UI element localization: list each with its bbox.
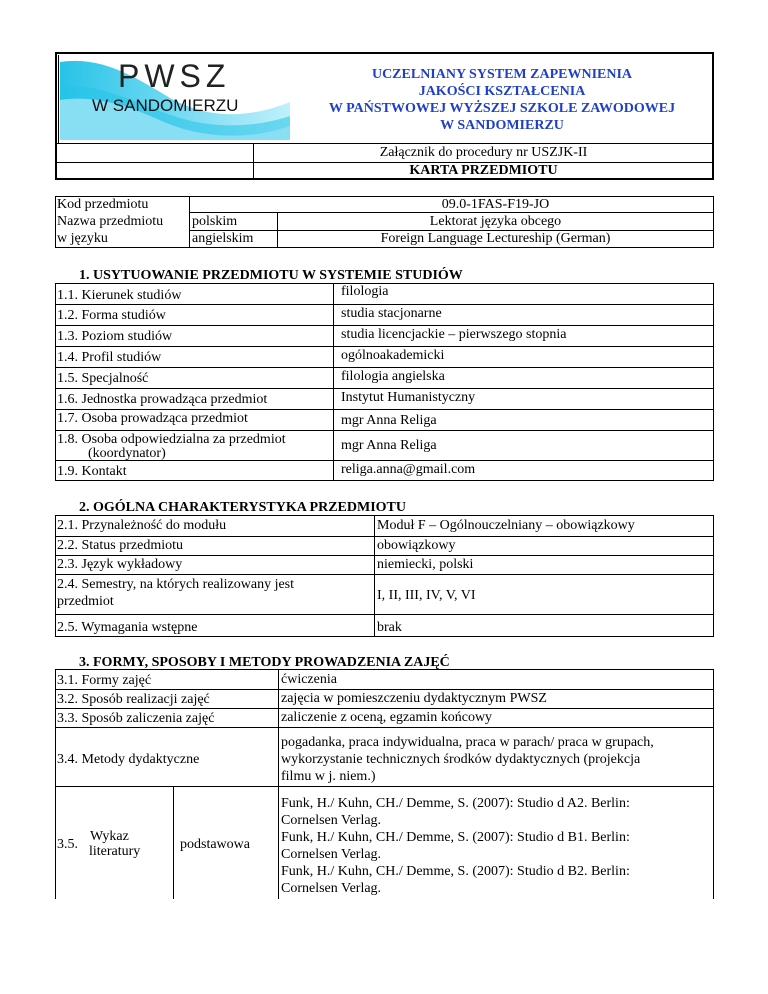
row-1-6-value: Instytut Humanistyczny [341,390,476,405]
row-3-3-value: zaliczenie z oceną, egzamin końcowy [281,710,493,725]
code-label: Kod przedmiotu [57,197,149,212]
row-2-3-label: 2.3. Język wykładowy [57,557,183,572]
logo-pwsz-text: PWSZ [118,58,231,94]
row-2-2-value: obowiązkowy [377,538,456,553]
row-1-6-label: 1.6. Jednostka prowadząca przedmiot [57,392,268,407]
row-1-1-label: 1.1. Kierunek studiów [57,288,182,303]
system-title-1: UCZELNIANY SYSTEM ZAPEWNIENIA [371,67,633,82]
logo-city-text: W SANDOMIERZU [92,96,239,115]
row-2-5-label: 2.5. Wymagania wstępne [57,620,198,635]
row-1-7-label: 1.7. Osoba prowadząca przedmiot [57,411,248,426]
row-3-2-value: zajęcia w pomieszczeniu dydaktycznym PWSZ [281,691,547,706]
row-1-4-label: 1.4. Profil studiów [57,350,162,365]
code-value: 09.0-1FAS-F19-JO [441,197,550,212]
row-1-8-value: mgr Anna Religa [341,438,437,453]
literature-number: 3.5. [57,837,78,852]
row-1-8-label: 1.8. Osoba odpowiedzialna za przedmiot [57,432,286,447]
english-label: angielskim [192,231,254,246]
row-1-9-value: religa.anna@gmail.com [341,462,476,477]
row-1-2-value: studia stacjonarne [341,306,442,321]
methods-line-1: pogadanka, praca indywidualna, praca w parach/ praca w grupach, [281,735,654,750]
row-2-1-label: 2.1. Przynależność do modułu [57,518,227,533]
literature-line-6: Cornelsen Verlag. [281,881,382,896]
system-title-3: W PAŃSTWOWEJ WYŻSZEJ SZKOLE ZAWODOWEJ [328,101,676,116]
system-title-4: W SANDOMIERZU [440,118,564,133]
row-1-2-label: 1.2. Forma studiów [57,308,166,323]
row-3-1-label: 3.1. Formy zajęć [57,673,152,688]
row-1-7-value: mgr Anna Religa [341,413,437,428]
name-label: Nazwa przedmiotu [57,214,164,229]
section-3-title: 3. FORMY, SPOSOBY I METODY PROWADZENIA ZAJĘĆ [79,655,450,670]
row-2-4-label-2: przedmiot [57,594,114,609]
section-1-title: 1. USYTUOWANIE PRZEDMIOTU W SYSTEMIE STUDIÓW [79,268,463,283]
row-1-1-value: filologia [341,284,389,299]
literature-type: podstawowa [180,837,250,852]
row-1-5-value: filologia angielska [341,369,445,384]
english-value: Foreign Language Lectureship (German) [380,231,611,246]
literature-line-5: Funk, H./ Kuhn, CH./ Demme, S. (2007): Studio d B2. Berlin: [281,864,630,879]
row-2-4-value: I, II, III, IV, V, VI [377,588,476,603]
literature-line-2: Cornelsen Verlag. [281,813,382,828]
methods-label: 3.4. Metody dydaktyczne [57,752,200,767]
row-2-5-value: brak [377,620,402,635]
literature-line-4: Cornelsen Verlag. [281,847,382,862]
attachment-text: Załącznik do procedury nr USZJK-II [379,145,588,160]
row-1-5-label: 1.5. Specjalność [57,371,149,386]
row-2-2-label: 2.2. Status przedmiotu [57,538,183,553]
section-2-title: 2. OGÓLNA CHARAKTERYSTYKA PRZEDMIOTU [79,500,406,515]
literature-line-1: Funk, H./ Kuhn, CH./ Demme, S. (2007): Studio d A2. Berlin: [281,796,630,811]
polish-label: polskim [192,214,238,229]
row-1-3-label: 1.3. Poziom studiów [57,329,173,344]
literature-label-2: literatury [89,844,141,859]
methods-line-3: filmu w j. niem.) [281,769,376,784]
row-2-1-value: Moduł F – Ogólnouczelniany – obowiązkowy [377,518,635,533]
literature-line-3: Funk, H./ Kuhn, CH./ Demme, S. (2007): Studio d B1. Berlin: [281,830,630,845]
row-3-2-label: 3.2. Sposób realizacji zajęć [57,692,210,707]
row-2-3-value: niemiecki, polski [377,557,474,572]
language-label: w języku [57,231,108,246]
row-3-3-label: 3.3. Sposób zaliczenia zajęć [57,711,215,726]
card-title: KARTA PRZEDMIOTU [409,163,558,178]
system-title-2: JAKOŚCI KSZTAŁCENIA [418,84,586,99]
row-1-8-label-2: (koordynator) [88,446,166,461]
row-1-3-value: studia licencjackie – pierwszego stopnia [341,327,567,342]
literature-label-1: Wykaz [90,829,129,844]
methods-line-2: wykorzystanie technicznych środków dydaktycznych (projekcja [281,752,641,767]
polish-value: Lektorat języka obcego [429,214,562,229]
row-2-4-label: 2.4. Semestry, na których realizowany jest [57,577,295,592]
row-1-4-value: ogólnoakademicki [341,348,445,363]
row-1-9-label: 1.9. Kontakt [57,464,127,479]
row-3-1-value: ćwiczenia [281,672,337,687]
